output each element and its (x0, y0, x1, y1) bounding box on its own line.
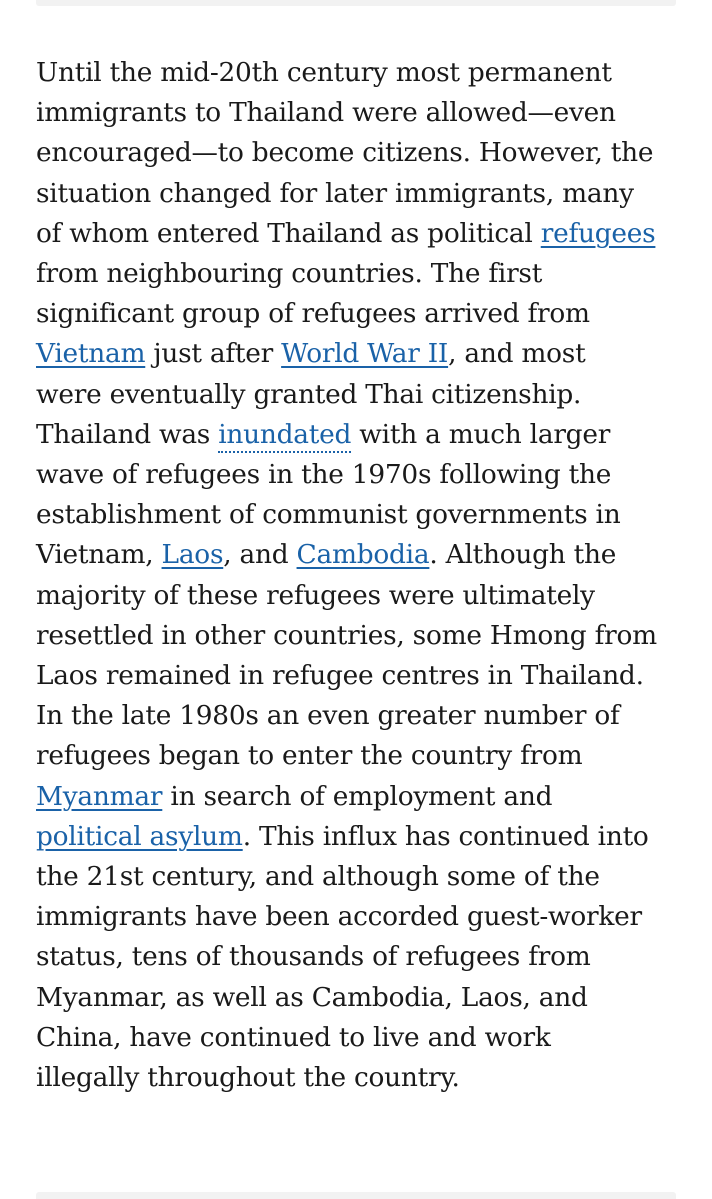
text-line (36, 93, 686, 133)
text-run: In the late 1980s an even greater number of (36, 700, 620, 732)
link-world-war-ii[interactable]: World War II (281, 338, 449, 370)
link-vietnam[interactable]: Vietnam (36, 338, 146, 370)
text-run: the 21st century, and although some of the (36, 861, 600, 893)
text-run: China, have continued to live and work (36, 1021, 551, 1053)
link-refugees[interactable]: refugees (540, 217, 656, 249)
text-line (36, 656, 686, 696)
text-line (36, 616, 686, 656)
previous-card-edge (36, 0, 676, 6)
article-paragraph (36, 53, 686, 1098)
text-run: from neighbouring countries. The first (36, 258, 543, 290)
text-run: status, tens of thousands of refugees from (36, 941, 591, 973)
text-line (36, 174, 686, 214)
text-line (36, 1058, 686, 1098)
text-line (36, 937, 686, 977)
text-run: in search of employment and (162, 780, 553, 812)
text-run: , and most (448, 338, 586, 370)
text-line (36, 294, 686, 334)
text-run: resettled in other countries, some Hmong from (36, 619, 657, 651)
text-run: wave of refugees in the 1970s following the (36, 459, 612, 491)
text-line (36, 576, 686, 616)
link-political-asylum[interactable]: political asylum (36, 820, 243, 852)
text-run: Laos remained in refugee centres in Thailand. (36, 660, 644, 692)
text-line (36, 375, 686, 415)
text-line (36, 978, 686, 1018)
text-line (36, 777, 686, 817)
text-run: majority of these refugees were ultimately (36, 579, 595, 611)
text-line (36, 696, 686, 736)
text-run: , and (223, 539, 297, 571)
text-line (36, 495, 686, 535)
text-run: immigrants have been accorded guest-worker (36, 901, 642, 933)
text-line (36, 857, 686, 897)
text-run: encouraged—to become citizens. However, the (36, 137, 654, 169)
text-run: . This influx has continued into (242, 820, 649, 852)
article-body (36, 53, 686, 1098)
text-line (36, 897, 686, 937)
text-line (36, 1018, 686, 1058)
text-run: immigrants to Thailand were allowed—even (36, 97, 616, 129)
text-line (36, 53, 686, 93)
text-run: Until the mid-20th century most permanent (36, 57, 612, 88)
text-run: refugees began to enter the country from (36, 740, 583, 772)
text-run: of whom entered Thailand as political (36, 217, 541, 249)
text-run: with a much larger (351, 418, 611, 450)
text-run: Thailand was (36, 418, 219, 450)
text-run: were eventually granted Thai citizenship. (36, 378, 582, 410)
text-run: Myanmar, as well as Cambodia, Laos, and (36, 981, 588, 1013)
link-laos[interactable]: Laos (161, 539, 224, 571)
link-myanmar[interactable]: Myanmar (36, 780, 163, 812)
text-line (36, 334, 686, 374)
text-line (36, 736, 686, 776)
text-run: Vietnam, (36, 539, 162, 571)
definition-inundated[interactable]: inundated (218, 419, 351, 453)
text-run: . Although the (429, 539, 617, 571)
text-run: significant group of refugees arrived from (36, 298, 590, 330)
text-run: situation changed for later immigrants, many (36, 177, 634, 209)
next-card-edge (36, 1192, 676, 1199)
text-line (36, 415, 686, 455)
text-run: establishment of communist governments in (36, 499, 621, 531)
text-line (36, 455, 686, 495)
text-line (36, 214, 686, 254)
text-run: illegally throughout the country. (36, 1062, 460, 1094)
text-line (36, 817, 686, 857)
text-line (36, 254, 686, 294)
text-line (36, 535, 686, 575)
link-cambodia[interactable]: Cambodia (296, 539, 430, 571)
text-run: just after (145, 338, 282, 370)
text-line (36, 133, 686, 173)
